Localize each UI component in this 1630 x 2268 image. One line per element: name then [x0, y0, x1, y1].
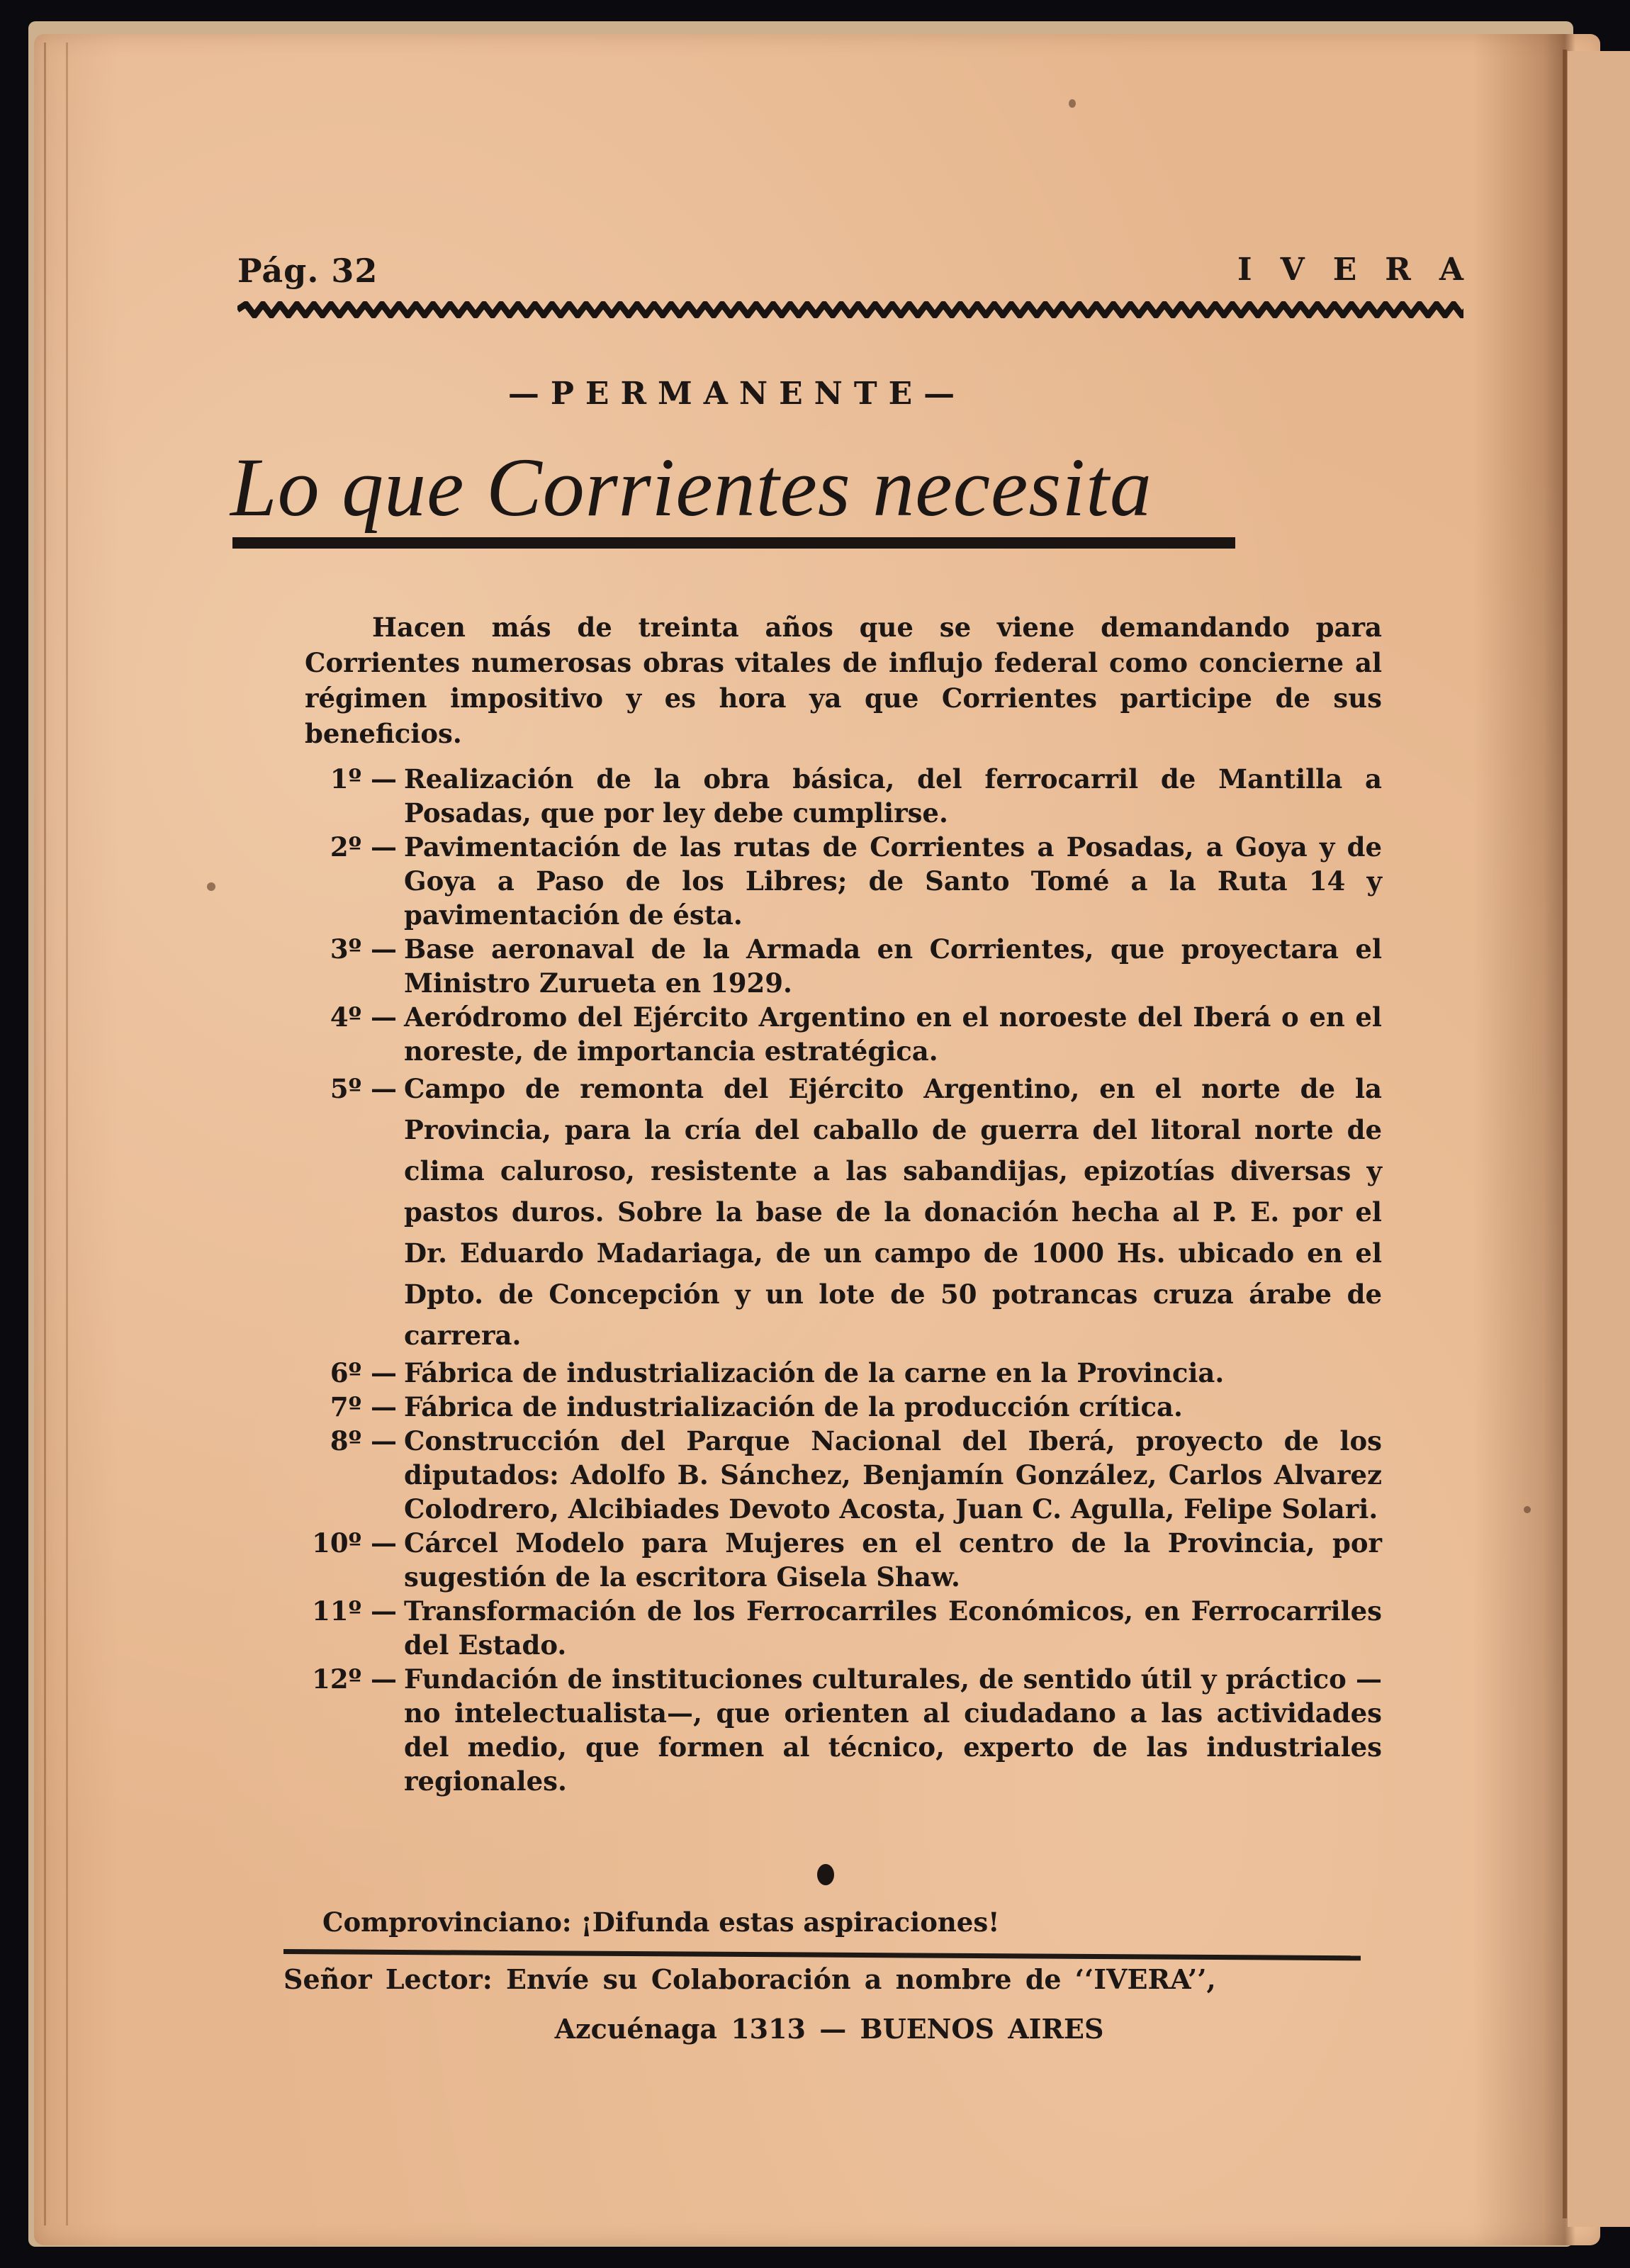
paper-speck — [1524, 1506, 1531, 1513]
list-item — [298, 1068, 1382, 1356]
page-number: Pág. 32 — [237, 252, 378, 290]
item-number: 2º — — [330, 831, 397, 863]
list-item — [298, 1594, 1382, 1662]
intro-paragraph: Hacen más de treinta años que se viene demandando para Corrientes numerosas obras vitales de influjo federal como concierne al régimen impositivo y es hora ya que Corrientes participe de sus beneficios. — [305, 612, 1382, 749]
item-text: Transformación de los Ferrocarriles Económicos, en Ferrocarriles del Estado. — [404, 1595, 1382, 1661]
list-item — [298, 1000, 1382, 1068]
item-number: 11º — — [312, 1595, 397, 1627]
list-item — [298, 762, 1382, 830]
item-number: 4º — — [330, 1001, 397, 1033]
item-number: 7º — — [330, 1391, 397, 1422]
list-item — [298, 1390, 1382, 1424]
facing-page-edge — [1568, 51, 1630, 2227]
item-number: 10º — — [312, 1527, 397, 1559]
item-text: Realización de la obra básica, del ferrocarril de Mantilla a Posadas, que por ley debe cumplirse. — [404, 763, 1382, 829]
item-number: 12º — — [312, 1663, 397, 1695]
item-text: Fundación de instituciones culturales, de sentido útil y práctico —no intelectualista—, que orienten al ciudadano a las actividades del medio, que formen al técnico, experto de las industriales regionales. — [404, 1663, 1382, 1797]
list-item — [298, 830, 1382, 932]
item-text: Campo de remonta del Ejército Argentino, en el norte de la Provincia, para la cría del caballo de guerra del litoral norte de clima caluroso, resistente a las sabandijas, epizotías diversas y pastos duros. Sobre la base de la donación hecha al P. E. por el Dr. Eduardo Madariaga, de un campo de 1000 Hs. ubicado en el Dpto. de Concepción y un lote de 50 potrancas cruza árabe de carrera. — [404, 1073, 1382, 1351]
publication-name: IVERA — [1237, 252, 1492, 288]
page-edge-leaves — [44, 43, 68, 2225]
article-title: Lo que Corrientes necesita — [230, 441, 1152, 534]
item-number: 1º — — [330, 763, 397, 795]
item-text: Cárcel Modelo para Mujeres en el centro de la Provincia, por sugestión de la escritora Gisela Shaw. — [404, 1527, 1382, 1593]
item-number: 8º — — [330, 1425, 397, 1456]
paper-speck — [1069, 99, 1076, 108]
list-item — [298, 1526, 1382, 1594]
item-text: Aeródromo del Ejército Argentino en el noroeste del Iberá o en el noreste, de importancia estratégica. — [404, 1001, 1382, 1067]
running-head — [237, 252, 1492, 301]
list-item — [298, 1662, 1382, 1798]
footer-address: Azcuénaga 1313 — BUENOS AIRES — [554, 2013, 1104, 2045]
list-item — [298, 1356, 1382, 1390]
section-bullet — [817, 1864, 834, 1885]
item-number: 6º — — [330, 1357, 397, 1388]
list-item — [298, 1424, 1382, 1526]
footer-notice: Señor Lector: Envíe su Colaboración a nombre de ‘‘IVERA’’, — [283, 1963, 1216, 1995]
section-kicker: —PERMANENTE— — [507, 376, 967, 412]
item-text: Construcción del Parque Nacional del Iberá, proyecto de los diputados: Adolfo B. Sánchez, Benjamín González, Carlos Alvarez Colodrero, Alcibiades Devoto Acosta, Juan C. Agulla, Felipe Solari. — [404, 1425, 1382, 1525]
closing-call: Comprovinciano: ¡Difunda estas aspiraciones! — [322, 1907, 1000, 1938]
item-text: Base aeronaval de la Armada en Corrientes, que proyectara el Ministro Zurueta en 1929. — [404, 933, 1382, 999]
item-number: 5º — — [330, 1073, 397, 1104]
book-spine-shadow — [1563, 50, 1567, 2218]
paper-speck — [207, 882, 215, 891]
demands-list — [298, 762, 1382, 1798]
list-item — [298, 932, 1382, 1000]
item-text: Fábrica de industrialización de la producción crítica. — [404, 1391, 1183, 1422]
item-number: 3º — — [330, 933, 397, 965]
item-text: Pavimentación de las rutas de Corrientes a Posadas, a Goya y de Goya a Paso de los Libres; de Santo Tomé a la Ruta 14 y pavimentación de ésta. — [404, 831, 1382, 931]
title-underline — [232, 537, 1235, 549]
item-text: Fábrica de industrialización de la carne en la Provincia. — [404, 1357, 1225, 1388]
decorative-wavy-rule — [237, 301, 1463, 318]
